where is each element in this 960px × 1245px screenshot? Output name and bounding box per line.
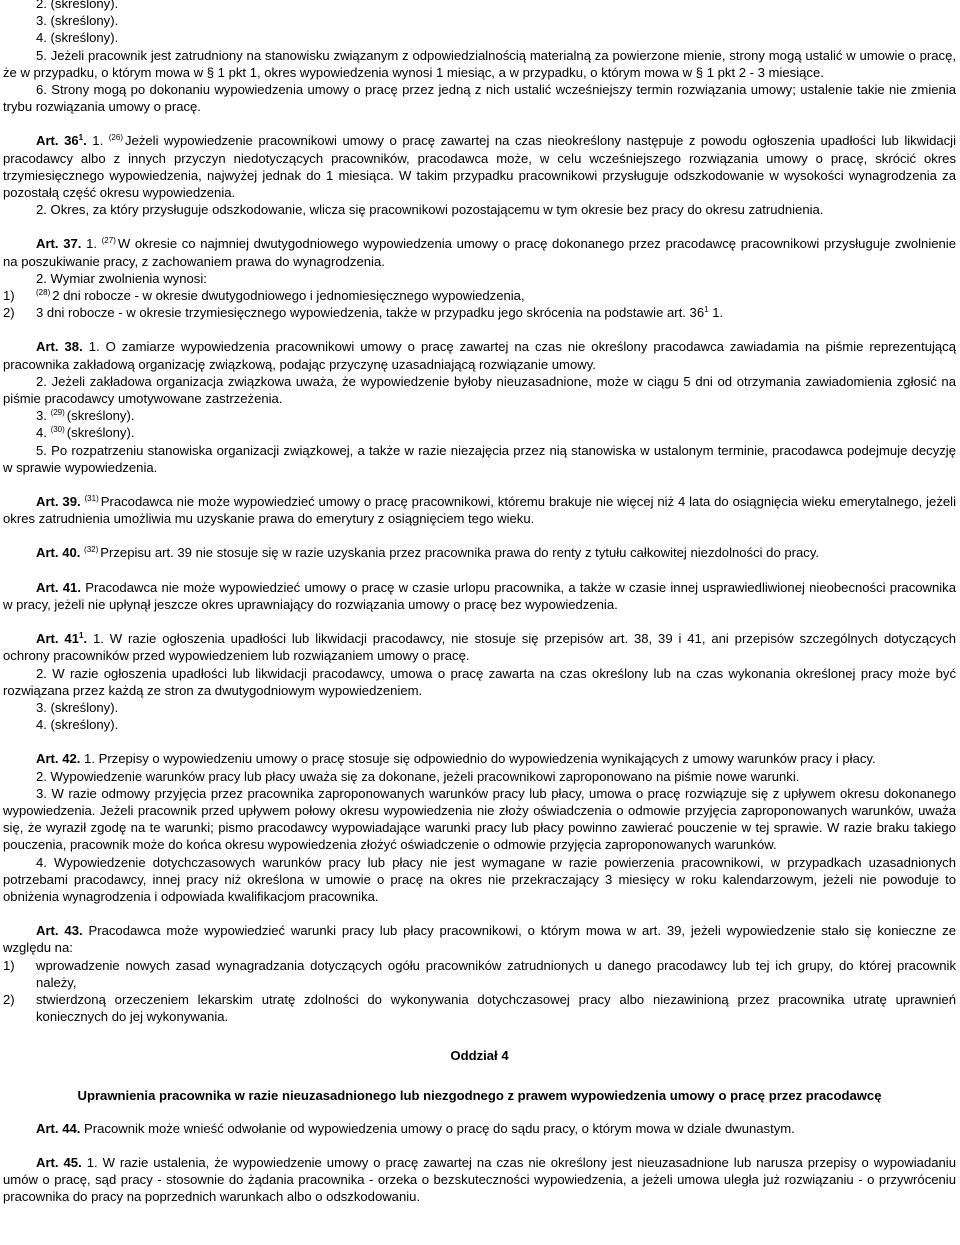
list-text: 3 dni robocze - w okresie trzymiesięcznego wypowiedzenia, także w przypadku jego skrócenia na podstawie art. 36 bbox=[36, 305, 705, 321]
article-38-paragraph-4: 4. $^{(30)}$ (skreślony). bbox=[36, 425, 135, 441]
article-heading: Art. 38. bbox=[36, 339, 83, 355]
list-number: 1) bbox=[3, 957, 15, 973]
article-45 bbox=[3, 1154, 956, 1206]
list-item bbox=[3, 991, 956, 1025]
footnote-ref: (31) bbox=[84, 494, 99, 504]
article-text: Jeżeli wypowiedzenie pracownikowi umowy o pracę zawartej na czas nieokreślony następuje z powodu ogłoszenia upadłości lub likwidacji pracodawcy albo z innych przyczyn niedotyczących pracowników, pracodawca może, w celu wcześniejszego rozwiązania umowy o pracę, skrócić okres trzymiesięcznego wypowiedzenia, najwyżej jednak do 1 miesiąca. W takim przypadku pracownikowi przysługuje odszkodowanie w wysokości wynagrodzenia za pozostałą część okresu wypowiedzenia. bbox=[3, 133, 956, 201]
list-text: stwierdzoną orzeczeniem lekarskim utratę zdolności do wykonywania dotychczasowej pracy albo niezawinioną przez pracownika utratę uprawnień koniecznych do jej wykonywania. bbox=[36, 991, 956, 1025]
article-text: 1. W razie ustalenia, że wypowiedzenie umowy o pracę zawartej na czas nie określony jest nieuzasadnione lub narusza przepisy o wypowiadaniu umów o pracę, sąd pracy - stosownie do żądania pracownika - orzeka o bezskuteczności wypowiedzenia, a jeżeli umowa uległa już rozwiązaniu - o przywróceniu pracownika do pracy na poprzednich warunkach albo o odszkodowaniu. bbox=[3, 1154, 956, 1205]
footnote-ref: (32) bbox=[84, 545, 99, 555]
paragraph-number: 1. bbox=[92, 133, 104, 149]
article-42 bbox=[3, 750, 956, 767]
paragraph-2: 2. (skreślony). bbox=[36, 0, 119, 11]
article-text: 1. O zamiarze wypowiedzenia pracownikowi umowy o pracę zawartej na czas nie określony pracodawca zawiadamia na piśmie reprezentującą pracownika zakładową organizację związkową, podając przyczynę uzasadniającą rozwiązanie umowy. bbox=[3, 339, 957, 372]
article-heading: Art. $36^1$. bbox=[36, 133, 87, 149]
list-item bbox=[3, 287, 956, 304]
paragraph-3: 3. (skreślony). bbox=[36, 13, 119, 29]
article-heading: Art. 39. bbox=[36, 494, 81, 510]
article-38-paragraph-5: 5. Po rozpatrzeniu stanowiska organizacji związkowej, a także w razie niezajęcia przez nią stanowiska w ustalonym terminie, pracodawca podejmuje decyzję w sprawie wypowiedzenia. bbox=[3, 442, 956, 475]
article-40 bbox=[3, 544, 956, 561]
article-41-1 bbox=[3, 630, 956, 664]
article-41-1-paragraph-3: 3. (skreślony). bbox=[36, 699, 119, 715]
paragraph-4: 4. (skreślony). bbox=[36, 30, 119, 46]
article-41-1-paragraph-4: 4. (skreślony). bbox=[36, 717, 119, 733]
article-36-1-paragraph-2: 2. Okres, za który przysługuje odszkodowanie, wlicza się pracownikowi pozostającemu w tym okresie bez pracy do okresu zatrudnienia. bbox=[36, 202, 824, 218]
article-37-paragraph-2: 2. Wymiar zwolnienia wynosi: bbox=[36, 270, 207, 286]
section-title: Oddział 4 bbox=[450, 1048, 509, 1064]
paragraph-5: 5. Jeżeli pracownik jest zatrudniony na stanowisku związanym z odpowiedzialnością materialną za powierzone mienie, strony mogą ustalić w umowie o pracę, że w przypadku, o którym mowa w § 1 pkt 1, okres wypowiedzenia wynosi 1 miesiąc, a w przypadku, o którym mowa w § 1 pkt 2 - 3 miesiące. bbox=[3, 47, 956, 80]
article-text: 1. Przepisy o wypowiedzeniu umowy o pracę stosuje się odpowiednio do wypowiedzenia wynikających z umowy warunków pracy i płacy. bbox=[84, 751, 876, 767]
article-text: Pracodawca może wypowiedzieć warunki pracy lub płacy pracownikowi, o którym mowa w art. 39, jeżeli wypowiedzenie stało się konieczne ze względu na: bbox=[3, 923, 957, 956]
article-heading: Art. 37. bbox=[36, 236, 82, 252]
article-36-1 bbox=[3, 132, 956, 201]
article-38 bbox=[3, 338, 956, 372]
footnote-ref: (30) bbox=[50, 425, 65, 435]
list-number: 2) bbox=[3, 305, 15, 321]
list-number: 1) bbox=[3, 288, 15, 304]
article-38-paragraph-3: 3. $^{(29)}$ (skreślony). bbox=[36, 408, 135, 424]
list-text-end: 1. bbox=[708, 305, 724, 321]
article-text: Przepisu art. 39 nie stosuje się w razie uzyskania przez pracownika prawa do renty z tytułu całkowitej niezdolności do pracy. bbox=[100, 545, 820, 561]
article-41-1-paragraph-2: 2. W razie ogłoszenia upadłości lub likwidacji pracodawcy, umowa o pracę zawarta na czas określony lub na czas wykonania określonej pracy może być rozwiązana przez każdą ze stron za dwutygodniowym wypowiedzeniem. bbox=[3, 665, 956, 698]
article-heading: Art. 40. bbox=[36, 545, 81, 561]
article-43 bbox=[3, 922, 956, 956]
section-subtitle: Uprawnienia pracownika w razie nieuzasadnionego lub niezgodnego z prawem wypowiedzenia umowy o pracę przez pracodawcę bbox=[77, 1087, 882, 1103]
article-44 bbox=[3, 1120, 956, 1137]
list-number: 2) bbox=[3, 991, 15, 1007]
article-text: Pracodawca nie może wypowiedzieć umowy o pracę pracownikowi, któremu brakuje nie więcej niż 4 lata do osiągnięcia wieku emerytalnego, jeżeli okres zatrudnienia umożliwia mu uzyskanie prawa do emerytury z osiągnięciem tego wieku. bbox=[3, 494, 956, 527]
article-41 bbox=[3, 579, 956, 613]
article-heading: Art. 42. bbox=[36, 751, 81, 767]
list-text: 2 dni robocze - w okresie dwutygodniowego i jednomiesięcznego wypowiedzenia, bbox=[52, 288, 525, 304]
article-heading: Art. 43. bbox=[36, 923, 83, 939]
article-text: Pracodawca nie może wypowiedzieć umowy o pracę w czasie urlopu pracownika, a także w czasie innej usprawiedliwionej nieobecności pracownika w pracy, jeżeli nie upłynął jeszcze okres uprawniający do rozwiązania umowy o pracę bez wypowiedzenia. bbox=[3, 579, 957, 612]
footnote-ref: (26) bbox=[108, 133, 123, 143]
article-38-paragraph-2: 2. Jeżeli zakładowa organizacja związkowa uważa, że wypowiedzenie byłoby nieuzasadnione, może w ciągu 5 dni od otrzymania zawiadomienia zgłosić na piśmie pracodawcy umotywowane zastrzeżenia. bbox=[3, 373, 956, 407]
article-39 bbox=[3, 493, 956, 527]
article-heading: Art. 45. bbox=[36, 1154, 82, 1170]
article-heading: Art. 44. bbox=[36, 1120, 81, 1136]
article-text: Pracownik może wnieść odwołanie od wypowiedzenia umowy o pracę do sądu pracy, o którym mowa w dziale dwunastym. bbox=[84, 1120, 795, 1136]
document-page bbox=[3, 0, 956, 1206]
article-heading: Art. $41^1$. bbox=[36, 631, 88, 647]
list-item bbox=[3, 304, 956, 321]
article-42-paragraph-4: 4. Wypowiedzenie dotychczasowych warunków pracy lub płacy nie jest wymagane w razie powierzenia pracownikowi, w przypadkach uzasadnionych potrzebami pracodawcy, innej pracy niż określona w umowie o pracę na okres nie przekraczający 3 miesięcy w roku kalendarzowym, jeżeli nie powoduje to obniżenia wynagrodzenia i odpowiada kwalifikacjom pracownika. bbox=[3, 854, 956, 904]
footnote-ref: (28) bbox=[36, 288, 51, 298]
article-heading: Art. 41. bbox=[36, 579, 81, 595]
paragraph-6: 6. Strony mogą po dokonaniu wypowiedzenia umowy o pracę przez jedną z nich ustalić wcześniejszy termin rozwiązania umowy; ustalenie takie nie zmienia trybu rozwiązania umowy o pracę. bbox=[3, 82, 956, 115]
paragraph-number: 1. bbox=[86, 236, 97, 252]
article-text: 1. W razie ogłoszenia upadłości lub likwidacji pracodawcy, nie stosuje się przepisów art. 38, 39 i 41, ani przepisów szczególnych dotyczących ochrony pracowników przed wypowiedzeniem lub rozwiązaniem umowy o pracę. bbox=[3, 631, 956, 664]
list-item bbox=[3, 957, 956, 991]
article-37 bbox=[3, 235, 956, 269]
footnote-ref: (29) bbox=[50, 408, 65, 418]
article-42-paragraph-2: 2. Wypowiedzenie warunków pracy lub płacy uważa się za dokonane, jeżeli pracownikowi zaproponowano na piśmie nowe warunki. bbox=[36, 768, 800, 784]
footnote-ref: (27) bbox=[101, 236, 116, 246]
article-text: W okresie co najmniej dwutygodniowego wypowiedzenia umowy o pracę dokonanego przez pracodawcę pracownikowi przysługuje zwolnienie na poszukiwanie pracy, z zachowaniem prawa do wynagrodzenia. bbox=[3, 236, 956, 269]
list-text: wprowadzenie nowych zasad wynagradzania dotyczących ogółu pracowników zatrudnionych u danego pracodawcy lub tej ich grupy, do której pracownik należy, bbox=[36, 957, 956, 990]
superscript: 1 bbox=[704, 305, 709, 315]
article-42-paragraph-3: 3. W razie odmowy przyjęcia przez pracownika zaproponowanych warunków pracy lub płacy, umowa o pracę rozwiązuje się z upływem okresu dokonanego wypowiedzenia. Jeżeli pracownik przed upływem połowy okresu wypowiedzenia nie złoży oświadczenia o odmowie przyjęcia zaproponowanych warunków, uważa się, że wyraził zgodę na te warunki; pismo pracodawcy wypowiadające warunki pracy lub płacy powinno zawierać pouczenie w tej sprawie. W razie braku takiego pouczenia, pracownik może do końca okresu wypowiedzenia złożyć oświadczenie o odmowie przyjęcia zaproponowanych warunków. bbox=[3, 785, 956, 853]
